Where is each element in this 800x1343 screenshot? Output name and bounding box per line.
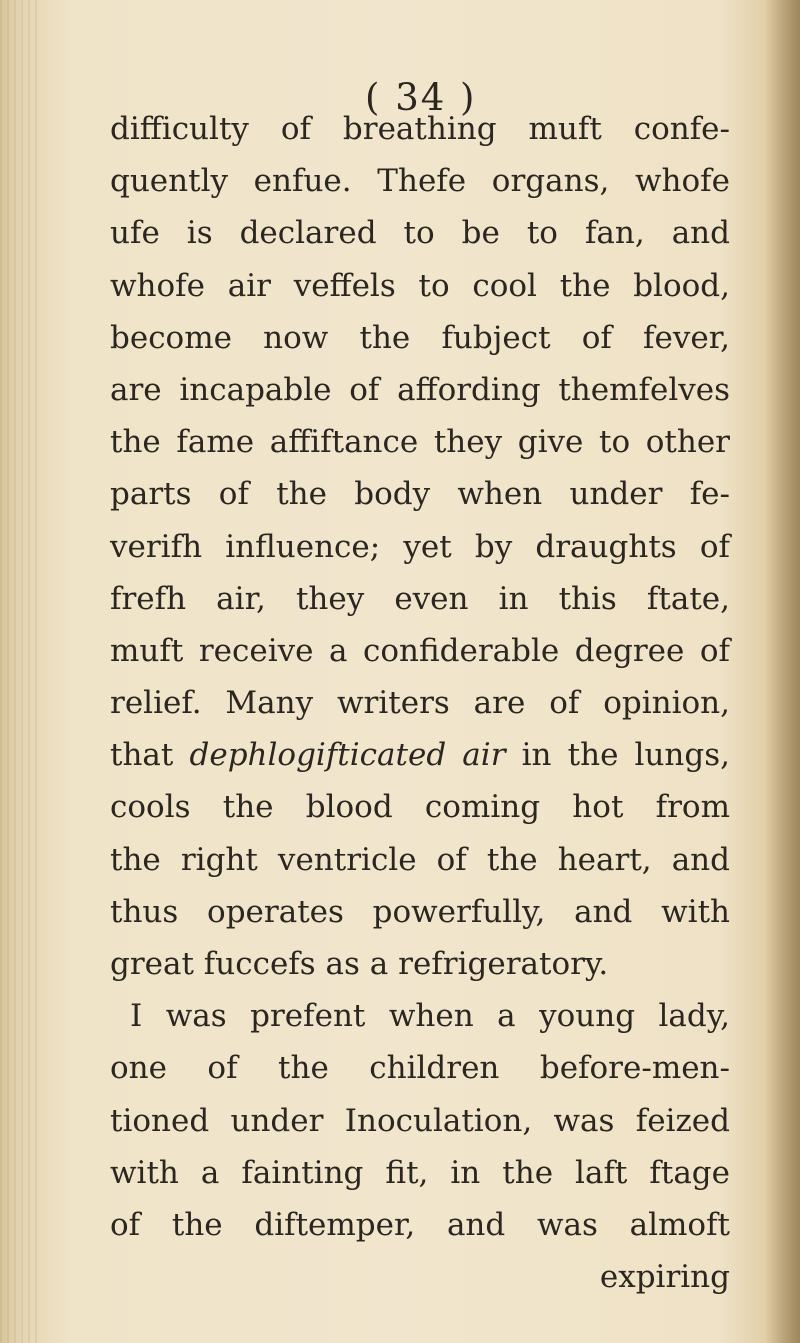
- text-line-15: the right ventricle of the heart, and: [110, 841, 730, 878]
- text-line-18: I was prefent when a young lady,: [130, 998, 730, 1035]
- text-line-2: quently enfue. Thefe organs, whofe: [110, 163, 730, 200]
- text-line-13-start: that: [110, 737, 190, 774]
- right-page-edge: [766, 0, 800, 1343]
- text-line-20: tioned under Inoculation, was feized: [110, 1102, 730, 1139]
- page-number: ( 34 ): [365, 76, 477, 119]
- text-line-22: of the diftemper, and was almoft: [110, 1206, 730, 1243]
- text-line-9: verifh influence; yet by draughts of: [110, 528, 730, 565]
- catchword: expiring: [599, 1259, 730, 1296]
- text-line-1: difficulty of breathing muft confe-: [110, 111, 730, 147]
- text-line-19: one of the children before-men-: [110, 1050, 730, 1087]
- text-line-17: great fuccefs as a refrigeratory.: [110, 946, 609, 982]
- body-text: [110, 103, 730, 1303]
- text-line-14: cools the blood coming hot from: [110, 789, 730, 826]
- text-line-7: the fame affiftance they give to other: [110, 424, 730, 461]
- text-line-5: become now the fubject of fever,: [110, 319, 730, 356]
- text-line-11: muft receive a confiderable degree of: [110, 632, 730, 669]
- text-line-13: [110, 729, 730, 781]
- text-line-12: relief. Many writers are of opinion,: [110, 685, 730, 722]
- text-line-4: whofe air veffels to cool the blood,: [110, 267, 730, 304]
- text-line-8: parts of the body when under fe-: [110, 476, 730, 513]
- italic-term: dephlogifticated air: [189, 737, 506, 774]
- left-page-edge: [0, 0, 42, 1343]
- text-line-3: ufe is declared to be to fan, and: [110, 215, 730, 252]
- text-line-10: frefh air, they even in this ftate,: [110, 580, 730, 617]
- text-line-13-end: in the lungs,: [505, 737, 730, 774]
- text-line-16: thus operates powerfully, and with: [110, 893, 730, 930]
- text-line-21: with a fainting fit, in the laft ftage: [110, 1154, 730, 1191]
- text-line-6: are incapable of affording themfelves: [110, 371, 730, 408]
